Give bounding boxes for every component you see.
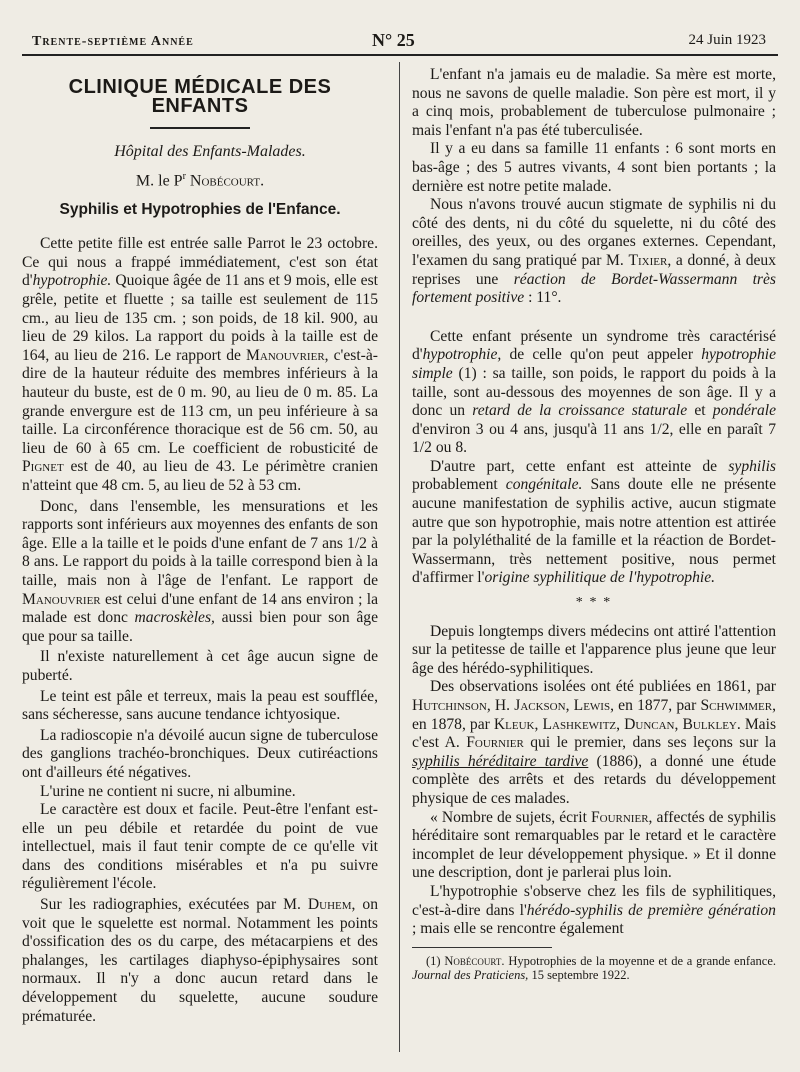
header-rule <box>22 54 778 56</box>
text-run: de celle qu'on peut appeler <box>501 346 702 364</box>
professor-line <box>22 168 378 191</box>
author-name: Fournier <box>466 734 524 752</box>
professor-prefix: M. le P <box>135 172 183 190</box>
paragraph: Depuis longtemps divers médecins ont attiré l'attention sur la petitesse de taille et l'apparence plus jeune que leur âge des hérédo-syphilitiques. <box>412 622 776 677</box>
text-run: , <box>616 715 625 733</box>
author-name: Manouvrier <box>22 590 101 608</box>
right-column <box>412 66 776 982</box>
text-run-italic: syphilis <box>728 457 776 475</box>
paragraph: Le teint est pâle et terreux, mais la peau est soufflée, sans sécheresse, sans aucune tendance ichtyosique. <box>22 687 378 724</box>
text-run: Sans doute elle ne présente aucune manifestation de syphilis active, aucun stigmate autre que son hypotrophie, mais notre attention est attirée par la polyléthalité de la famille et la réaction de Bordet-Wassermann, très nettement positive, nous permet d'affirmer l' <box>412 476 776 587</box>
paragraph: L'urine ne contient ni sucre, ni albumine. <box>40 782 296 800</box>
author-name: Lewis <box>573 697 611 714</box>
text-run: (1) <box>426 953 445 968</box>
text-run-italic: hérédo-syphilis de première génération <box>526 901 776 919</box>
text-run-italic: congénitale. <box>505 476 583 494</box>
text-run: est celui d'une enfant de 14 ans environ ; la malade est donc <box>22 590 378 627</box>
footnote-rule <box>412 947 552 948</box>
text-run-italic: macroskèles, <box>134 609 215 627</box>
text-run: , <box>674 715 683 733</box>
paragraph <box>22 235 378 495</box>
paragraph: La radioscopie n'a dévoilé aucun signe de tuberculose des ganglions trachéo-bronchiques. Deux cutiréactions ont d'ailleurs été négatives. <box>22 726 378 781</box>
author-name: Hutchinson <box>412 697 487 714</box>
professor-sup: r <box>182 170 186 182</box>
professor-name: Nobécourt. <box>189 172 265 190</box>
author-name: Kleuk <box>493 715 535 733</box>
text-run: (1) : sa taille, son poids, le rapport du poids à la taille, sont au-dessous des moyennes de son âge. Il y a donc un <box>412 364 776 420</box>
text-run-italic: hypotrophie simple <box>412 346 776 382</box>
text-run: Cette petite fille est entrée salle Parrot le 23 octobre. Ce qui nous a frappé immédiatement, c'est son état d' <box>22 235 378 290</box>
text-run: L'hypotrophie s'observe chez les fils de syphilitiques, c'est-à-dire dans l' <box>412 882 776 919</box>
text-run: Sur les radiographies, exécutées par M. <box>40 896 308 914</box>
text-run: , on voit que le squelette est normal. Notamment les points d'ossification des os du carpe, des métacarpiens et des phalanges, les cartilages diaphyso-épiphysaires sont normaux. Il n'y a donc aucun retard dans le développement du squelette, aucune soudure prématurée. <box>22 896 378 1025</box>
author-name: Manouvrier <box>246 346 325 364</box>
text-run: Des observations isolées ont été publiées en 1861, par <box>430 678 776 696</box>
paragraph <box>412 883 776 939</box>
text-run: : 11°. <box>524 289 562 307</box>
text-run: probablement <box>412 476 506 494</box>
paragraph <box>412 328 776 458</box>
text-run: , en 1877, par <box>610 697 701 714</box>
paragraph: Le caractère est doux et facile. Peut-être l'enfant est-elle un peu débile et retardée du point de vue intellectuel, mais il faut tenir compte de ce qu'elle vit dans des conditions misérables et n'a pu suivre régulièrement l'école. <box>22 801 378 893</box>
text-run: Quoique âgée de 11 ans et 9 mois, elle est grêle, petite et fluette ; sa taille est seulement de 115 cm., au lieu de 135 cm. ; son poids, de 18 kil. 900, au lieu de 29 kilos. La rapport du poids à la taille est de 164, au lieu de 216. Le rapport de <box>22 272 378 364</box>
paragraph <box>412 678 776 808</box>
paragraph <box>22 896 378 1026</box>
text-run-italic: origine syphilitique de l'hypotrophie. <box>484 569 716 587</box>
page-header <box>32 30 766 54</box>
author-name: Nobécourt <box>444 953 502 968</box>
text-run-italic: syphilis héréditaire tardive <box>412 752 589 770</box>
hospital-name: Hôpital des Enfants-Malades. <box>114 143 306 161</box>
issue-date: 24 Juin 1923 <box>688 32 766 48</box>
column-divider <box>399 62 400 1052</box>
author-name: Pignet <box>22 458 64 476</box>
text-run: , H. <box>486 697 515 714</box>
text-run-italic: hypotrophie. <box>32 272 112 290</box>
volume-year: Trente-septième Année <box>32 34 194 49</box>
paragraph <box>22 498 378 647</box>
text-run: Donc, dans l'ensemble, les mensurations et les rapports sont inférieurs aux moyennes des enfants de son âge. Elle a la taille et le poids d'une enfant de 7 ans 1/2 à 8 ans. Le rapport du poids à la taille correspond bien à la taille, mais non à l'âge de l'enfant. Le rapport de <box>22 497 378 589</box>
author-name: Duhem <box>307 896 352 914</box>
author-name: Bulkley <box>682 715 737 733</box>
text-run-italic: retard de la croissance staturale <box>472 402 688 420</box>
text-run: , <box>534 715 543 733</box>
author-name: Tixier <box>628 251 668 269</box>
text-run: , c'est-à-dire de la hauteur réduite des membres inférieurs à la hauteur du buste, est de 0 m. 90, au lieu de 0 m. 85. La grande envergure est de 113 cm, un peu inférieure à sa taille. La circonférence thoracique est de 56 cm. 50, au lieu de 60 à 65 cm. Le coefficient de robusticité de <box>22 346 378 457</box>
footnote <box>412 954 776 982</box>
text-run: ; mais elle se rencontre également <box>412 920 624 938</box>
text-run: Cette enfant présente un syndrome très caractérisé d' <box>412 327 776 364</box>
text-run: D'autre part, cette enfant est atteinte de <box>430 457 729 475</box>
text-run: . Hypotrophies de la moyenne et de a grande enfance. <box>501 953 776 968</box>
author-name: Jackson <box>514 697 566 714</box>
paragraph <box>412 458 776 588</box>
title-rule <box>150 127 250 129</box>
issue-number: N° 25 <box>372 30 415 50</box>
text-run: (1886), a donné une étude complète des arrêts et des retards du développement physique de ces malades. <box>412 752 776 807</box>
journal-name: Journal des Praticiens, <box>412 967 529 982</box>
text-run-italic: hypotrophie, <box>422 346 502 364</box>
text-run: , a donné, à deux reprises une <box>412 251 777 288</box>
text-run: et <box>687 402 713 420</box>
text-run: , affectés de syphilis héréditaire sont remarquables par le retard et le caractère incomplet de leur développement physique. » Et il donne une description, dont je parlerai plus loin. <box>412 808 776 882</box>
text-run: , en 1878, par <box>412 697 776 733</box>
paragraph <box>412 809 776 883</box>
paragraph: L'enfant n'a jamais eu de maladie. Sa mère est morte, nous ne savons de quelle maladie. Son père est mort, il y a cinq mois, probablement de tuberculose pulmonaire ; mais l'enfant n'a pas été tuberculisée. <box>412 66 776 139</box>
author-name: Lashkewitz <box>542 715 617 733</box>
text-run: « Nombre de sujets, écrit <box>430 808 591 826</box>
text-run: qui le premier, dans ses leçons sur la <box>523 734 777 752</box>
text-run: 15 septembre 1922. <box>528 967 630 982</box>
article-title: CLINIQUE MÉDICALE DES ENFANTS <box>68 76 332 117</box>
text-run: aussi bien pour son âge que pour sa taille. <box>22 609 378 645</box>
author-name: Fournier <box>590 808 649 826</box>
left-column <box>22 66 378 1026</box>
text-run: est de 40, au lieu de 43. Le périmètre cranien n'atteint que 48 cm. 5, au lieu de 52 à 53 cm. <box>22 458 378 495</box>
text-run-italic: pondérale <box>712 402 776 420</box>
article-subtitle: Syphilis et Hypotrophies de l'Enfance. <box>59 200 341 218</box>
text-run-italic: réaction de Bordet-Wassermann très fortement positive <box>412 270 776 307</box>
paragraph: Il y a eu dans sa famille 11 enfants : 6 sont morts en bas-âge ; des 5 autres vivants, 4 sont bien portants ; la dernière est notre petite malade. <box>412 140 776 195</box>
text-run: d'environ 3 ou 4 ans, jusqu'à 11 ans 1/2, elle en paraît 7 1/2 ou 8. <box>412 420 776 457</box>
text-run: . Mais c'est A. <box>412 715 777 752</box>
paragraph: Il n'existe naturellement à cet âge aucun signe de puberté. <box>22 648 378 684</box>
paragraph <box>412 196 776 308</box>
author-name: Schwimmer <box>700 697 773 714</box>
author-name: Duncan <box>624 715 675 733</box>
section-separator: * * * <box>575 595 613 611</box>
text-run: , <box>565 697 574 714</box>
text-run: Nous n'avons trouvé aucun stigmate de syphilis ni du côté des dents, ni du côté du squelette, ni du côté des oreilles, des yeux, ou des organes externes. Cependant, l'examen du sang pratiqué par M. <box>412 196 776 269</box>
